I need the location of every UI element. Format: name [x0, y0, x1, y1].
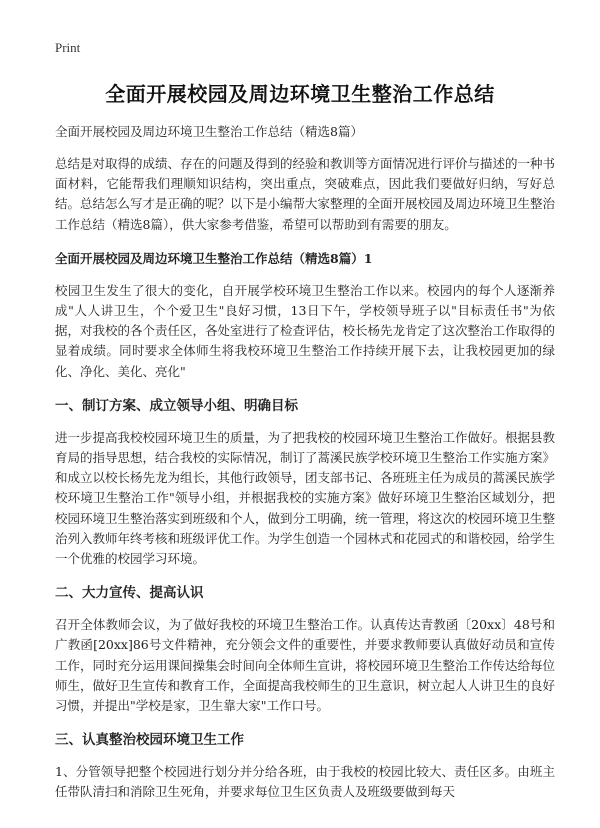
section-text-1: 进一步提高我校校园环境卫生的质量，为了把我校的校园环境卫生整治工作做好。根据县教育局的指导思想，结合我校的实际情况，制订了蒿溪民族学校环境卫生整治工作实施方案》和成立以校长杨先龙为组长，其他行政领导，团支部书记、各班班主任为成员的蒿溪民族学校环境卫生整治工作"领导小组，并根据我校的实施方案》做好环境卫生整治区域划分，把校园环境卫生整治落实到班级和个人，做到分工明确，统一管理，将这次的校园环境卫生整治列入教师年终考核和班级评优工作。为学生创造一个园林式和花园式的和谐校园，给学生一个优雅的校园学习环境。 [55, 429, 556, 567]
article-heading: 全面开展校园及周边环境卫生整治工作总结（精选8篇）1 [55, 250, 373, 266]
section-heading-2: 二、大力宣传、提高认识 [55, 585, 204, 602]
section-heading-1: 一、制订方案、成立领导小组、明确目标 [55, 397, 298, 414]
document-title: 全面开展校园及周边环境卫生整治工作总结 [105, 82, 495, 106]
section-heading-3: 三、认真整治校园环境卫生工作 [55, 732, 244, 749]
document-subtitle: 全面开展校园及周边环境卫生整治工作总结（精选8篇） [55, 124, 363, 139]
section-text-3: 1、分管领导把整个校园进行划分并分给各班，由于我校的校园比较大、责任区多。由班主任带队清扫和消除卫生死角，并要求每位卫生区负责人及班级要做到每天 [55, 764, 555, 800]
paragraph-1: 校园卫生发生了很大的变化，自开展学校环境卫生整治工作以来。校园内的每个人逐渐养成"人人讲卫生，个个爱卫生"良好习惯，13日下午，学校领导班子以"目标责任书"为依据，对我校的各个责任区，各处室进行了检查评估，校长杨先龙肯定了这次整治工作取得的显着成绩。同时要求全体师生将我校环境卫生整治工作持续开展下去，让我校园更加的绿化、净化、美化、亮化" [55, 282, 556, 379]
document-body [55, 122, 555, 812]
section-text-2: 召开全体教师会议，为了做好我校的环境卫生整治工作。认真传达青教函〔20xx〕48号和广教函[20xx]86号文件精神，充分领会文件的重要性，并要求教师要认真做好动员和宣传工作，同时充分运用课间操集会时间向全体师生宣讲，将校园环境卫生整治工作传达给每位师生，做好卫生宣传和教育工作，全面提高我校师生的卫生意识，树立起人人讲卫生的良好习惯，并提出"学校是家，卫生靠大家"工作口号。 [55, 617, 556, 714]
print-label: Print [55, 40, 81, 55]
intro-paragraph: 总结是对取得的成绩、存在的问题及得到的经验和教训等方面情况进行评价与描述的一种书面材料，它能帮我们理顺知识结构，突出重点，突破难点，因此我们要做好归纳，写好总结。总结怎么写才是正确的呢？以下是小编帮大家整理的全面开展校园及周边环境卫生整治工作总结（精选8篇），供大家参考借鉴，希望可以帮助到有需要的朋友。 [55, 156, 556, 232]
